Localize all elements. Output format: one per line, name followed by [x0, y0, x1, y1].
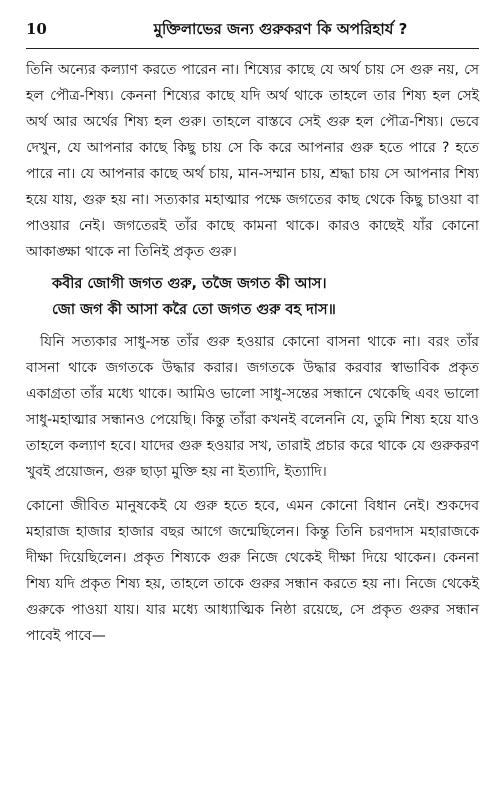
paragraph-3: কোনো জীবিত মানুষকেই যে গুরু হতে হবে, এমন কোনো বিধান নেই। শুকদেব মহারাজ হাজার হাজার বছর আগে জন্মেছিলেন। কিন্তু তিনি চরণদাস মহারাজকে দীক্ষা দিয়েছিলেন। প্রকৃত শিষ্যকে গুরু নিজে থেকেই দীক্ষা দিয়ে থাকেন। কেননা শিষ্য যদি প্রকৃত শিষ্য হয়, তাহলে তাকে গুরুর সন্ধান করতে হয় না। নিজে থেকেই গুরুকে পাওয়া যায়। যার মধ্যে আধ্যাত্মিক নিষ্ঠা রয়েছে, সে প্রকৃত গুরুর সন্ধান পাবেই পাবে—: [26, 498, 479, 644]
paragraph-1: তিনি অন্যের কল্যাণ করতে পারেন না। শিষ্যের কাছে যে অর্থ চায় সে গুরু নয়, সে হল পৌত্র-শিষ্য। কেননা শিষ্যের কাছে যদি অর্থ থাকে তাহলে তার শিষ্য হল সেই অর্থ আর অর্থের শিষ্য হল গুরু। তাহলে বাস্তবে সেই গুরু হল পৌত্র-শিষ্য। ভেবে দেখুন, যে আপনার কাছে কিছু চায় সে কি করে আপনার গুরু হতে পারে ? হতে পারে না। যে আপনার কাছে অর্থ চায়, মান-সম্মান চায়, শ্রদ্ধা চায় সে আপনার শিষ্য হয়ে যায়, গুরু হয় না। সত্যকার মহাত্মার পক্ষে জগতের কাছ থেকে কিছু চাওয়া বা পাওয়ার নেই। জগতেরই তাঁর কাছে কামনা থাকে। কারও কাছেই যাঁর কোনো আকাঙ্ক্ষা থাকে না তিনিই প্রকৃত গুরু।: [26, 62, 479, 260]
page-number: 10: [26, 20, 47, 38]
running-title: মুক্তিলাভের জন্য গুরুকরণ কি অপরিহার্য ?: [153, 20, 408, 38]
verse-block: [26, 271, 479, 323]
verse-line-1: কবীর জোগী জগত গুরু, তজৈ জগত কী আস।: [52, 276, 327, 292]
paragraph-2: যিনি সত্যকার সাধু-সন্ত তাঁর গুরু হওয়ার কোনো বাসনা থাকে না। বরং তাঁর বাসনা থাকে জগতকে উদ্ধার করার। জগতকে উদ্ধার করবার স্বাভাবিক প্রকৃত একাগ্রতা তাঁর মধ্যে থাকে। আমিও ভালো সাধু-সন্তের সন্ধানে থেকেছি এবং ভালো সাধু-মহাত্মার সন্ধানও পেয়েছি। কিন্তু তাঁরা কখনই বলেননি যে, তুমি শিষ্য হয়ে যাও তাহলে কল্যাণ হবে। যাদের গুরু হওয়ার সখ, তারাই প্রচার করে থাকে যে গুরুকরণ খুবই প্রয়োজন, গুরু ছাড়া মুক্তি হয় না ইত্যাদি, ইত্যাদি।: [26, 334, 479, 480]
page-header: [26, 14, 479, 49]
verse-line-2: জো জগ কী আসা করৈ তো জগত গুরু বহ দাস॥: [52, 302, 336, 318]
